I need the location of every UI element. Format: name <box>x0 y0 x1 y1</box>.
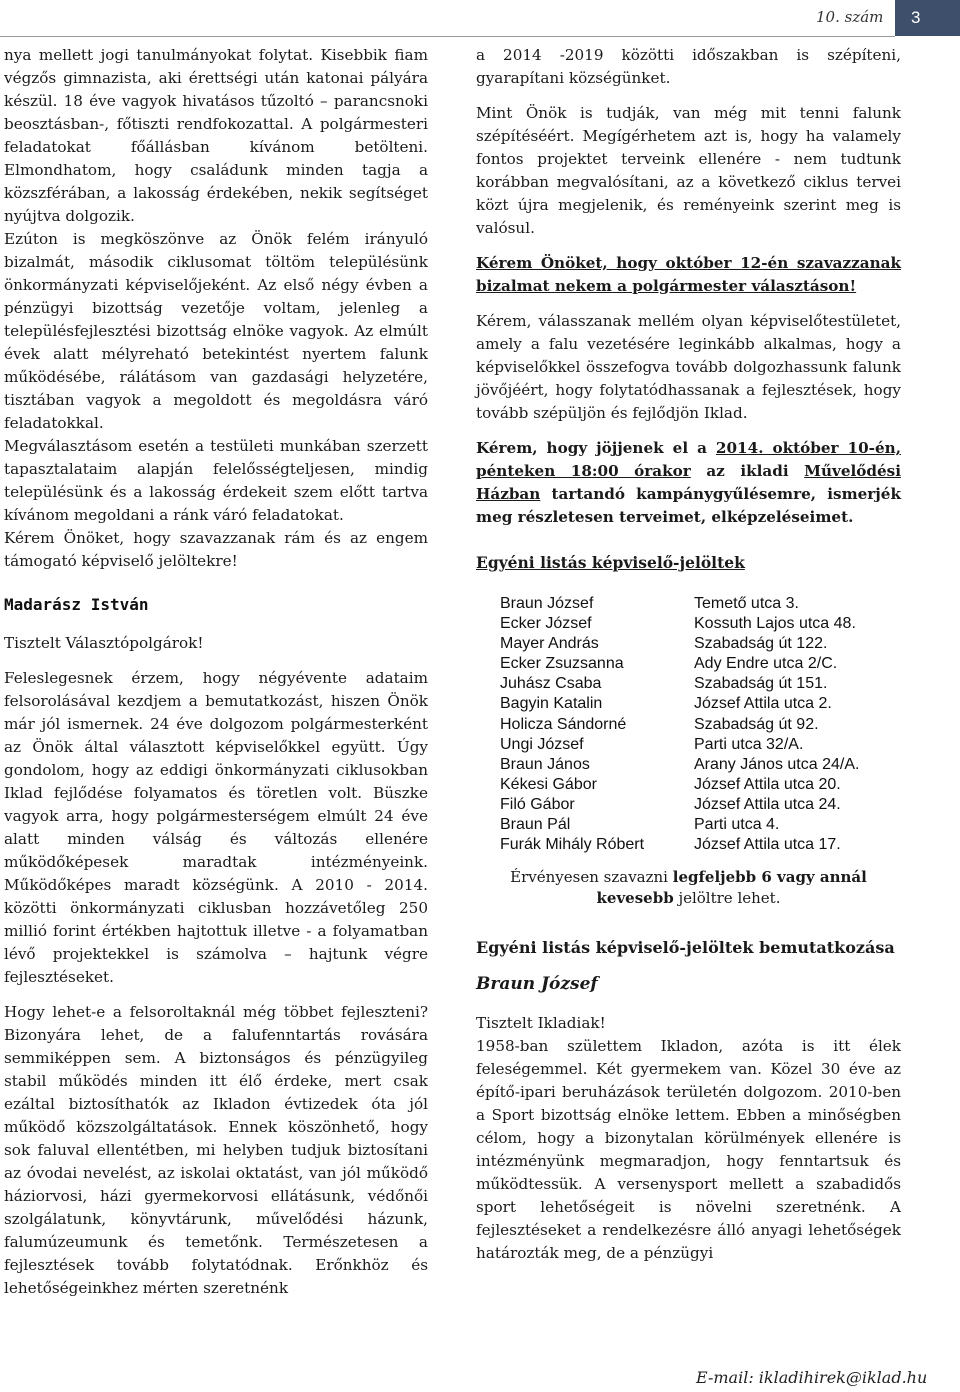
candidate-name: Bagyin Katalin <box>500 695 603 713</box>
candidate-name: Ecker Zsuzsanna <box>500 655 624 673</box>
paragraph: Feleslegesnek érzem, hogy négyévente adataim felsorolásával kezdjem a bemutatkozást, hiszen Önök már jól ismernek. 24 éve dolgozom polgármesterként az Önök által választott képviselőkkel együtt. Úgy gondolom, hogy az eddigi önkormányzati ciklusokban Iklad fejlődése folyamatos és töretlen volt. Büszke vagyok arra, hogy polgármesterségem elmúlt 24 éve alatt minden válság és változás ellenére működőképesek maradtak intézményeink. Működőképes maradt községünk. A 2010 - 2014. közötti önkormányzati ciklusban hozzávetőleg 250 millió forint értékben hajtottuk illetve - a folyamatban lévő projektekkel is számolva – hajtunk végre fejlesztéseket. <box>4 669 428 986</box>
candidate-address: Szabadság út 122. <box>694 635 828 653</box>
note-text: Érvényesen szavazni <box>510 868 673 887</box>
person-greeting: Tisztelt Ikladiak! <box>476 1014 606 1033</box>
candidate-address: Temető utca 3. <box>694 595 799 612</box>
candidate-name: Braun József <box>500 595 594 612</box>
person-name: Braun József <box>476 974 598 995</box>
right-column <box>476 44 901 1277</box>
page-number: 3 <box>895 0 960 36</box>
candidate-name: Braun Pál <box>500 816 571 834</box>
paragraph: nya mellett jogi tanulmányokat folytat. Kisebbik fiam végzős gimnazista, aki érettségi után katonai pályára készül. 18 éve vagyok hivatásos tűzoltó – parancsnoki beosztásban-, főtiszti rendfokozattal. A polgármesteri feladatokat főállásban kívánom betölteni. Elmondhatom, hogy családunk minden tagja a közszférában, a lakosság érdekében, nekik segítséget nyújtva dolgozik. <box>4 46 428 225</box>
candidate-name: Ungi József <box>500 735 584 753</box>
candidate-address: József Attila utca 2. <box>694 695 832 713</box>
paragraph: Mint Önök is tudják, van még mit tenni falunk szépítéséért. Megígérhetem azt is, hogy ha valamely fontos projektet terveink ellenére - nem tudtunk korábban megvalósítani, az a következő ciklus tervei közt újra megjelenik, és reményeink szerint meg is valósul. <box>476 104 901 237</box>
candidate-row <box>500 835 859 855</box>
candidate-row <box>500 674 859 694</box>
footer-email: E-mail: ikladihirek@iklad.hu <box>696 1368 928 1387</box>
candidate-name: Juhász Csaba <box>500 675 602 693</box>
paragraph: Hogy lehet-e a felsoroltaknál még többet fejleszteni? Bizonyára lehet, de a falufenntartás rovására semmiképpen sem. A biztonságos és pénzügyileg stabil működés minden itt élő érdeke, mert csak ezáltal biztosíthatók az Ikladon évtizedek óta jól működő közszolgáltatások. Ennek köszönhető, hogy sok faluval ellentétben, mi helyben tudjuk biztosítani az óvodai nevelést, az iskolai oktatást, van jól működő háziorvosi, házi gyermekorvosi ellátásunk, védőnői szolgálatunk, könyvtárunk, művelődési házunk, falumúzeumunk és temetőnk. Természetesen a fejlesztések tovább folytatódnak. Erőnkhöz és lehetőségeinkhez mérten szeretnénk <box>4 1003 428 1297</box>
candidate-row <box>500 694 859 714</box>
candidate-table <box>500 594 859 855</box>
candidate-row <box>500 755 859 775</box>
paragraph: a 2014 -2019 közötti időszakban is szépíteni, gyarapítani községünket. <box>476 46 901 87</box>
candidate-row <box>500 775 859 795</box>
paragraph: Kérem Önöket, hogy szavazzanak rám és az engem támogató képviselő jelöltekre! <box>4 529 428 570</box>
meeting-invitation <box>476 437 901 529</box>
paragraph: Kérem, válasszanak mellém olyan képviselőtestületet, amely a falu vezetésére leginkább alkalmas, hogy a képviselőkkel összefogva tovább dolgozhassunk falunk jövőjéért, hogy folytatódhassanak a fejlesztések, hogy tovább szépüljön és fejlődjön Iklad. <box>476 312 901 422</box>
candidate-name: Ecker József <box>500 615 592 633</box>
greeting: Tisztelt Választópolgárok! <box>4 634 204 652</box>
paragraph: Ezúton is megköszönve az Önök felém irányuló bizalmát, második ciklusomat töltöm településünk önkormányzati képviselőjeként. Az első négy évben a pénzügyi bizottság vezetője voltam, jelenleg a településfejlesztési bizottság elnöke vagyok. Az elmúlt évek alatt mélyreható betekintést nyertem falunk működésébe, rálátásom van gazdasági helyzetére, tisztában vagyok a megoldott és megoldásra váró feladatokkal. <box>4 230 428 432</box>
candidate-name: Braun János <box>500 755 590 773</box>
candidate-list-heading: Egyéni listás képviselő-jelöltek <box>476 553 745 572</box>
candidate-address: József Attila utca 20. <box>694 775 841 793</box>
candidate-name-heading: Madarász István <box>4 595 149 614</box>
paragraph: 1958-ban születtem Ikladon, azóta is itt élek feleségemmel. Két gyermekem van. Közel 30 éve az építő-ipari beruházások területén dolgozom. 2010-ben a Sport bizottság elnöke lettem. Ebben a minőségben célom, hogy a bizonytalan körülmények ellenére is intézményünk megmaradjon, hogy fenntartsuk és működtessük. A versenysport mellett a szabadidős sport lehetőségeit is növelni szeretnénk. A fejlesztéseket a rendelkezésre álló anyagi lehetőségek határozták meg, de a pénzügyi <box>476 1037 901 1263</box>
note-text: jelöltre lehet. <box>673 889 781 908</box>
candidate-name: Kékesi Gábor <box>500 775 597 793</box>
candidate-address: Kossuth Lajos utca 48. <box>694 615 856 633</box>
candidate-address: Ady Endre utca 2/C. <box>694 655 838 673</box>
header-divider <box>0 36 895 37</box>
event-venue: Művelődési Házban <box>476 462 901 503</box>
invitation-text: az ikladi <box>690 462 805 480</box>
candidate-row <box>500 815 859 835</box>
issue-label: 10. szám <box>816 8 884 26</box>
invitation-text: tartandó kampánygyűlésemre, ismerjék meg részletesen terveimet, elképzeléseimet. <box>476 485 901 526</box>
candidate-row <box>500 594 859 614</box>
introductions-heading: Egyéni listás képviselő-jelöltek bemutatkozása <box>476 938 895 958</box>
left-column <box>4 44 428 1312</box>
candidate-address: Szabadság út 92. <box>694 715 819 733</box>
candidate-address: József Attila utca 24. <box>694 795 841 813</box>
candidate-name: Holicza Sándorné <box>500 715 627 733</box>
candidate-name: Furák Mihály Róbert <box>500 836 645 854</box>
event-date: 2014. október 10-én, pénteken 18:00 órakor <box>476 439 901 480</box>
candidate-row <box>500 634 859 654</box>
note-emphasis: legfeljebb 6 vagy annál kevesebb <box>596 868 867 908</box>
candidate-address: József Attila utca 17. <box>694 836 841 854</box>
voting-note <box>476 867 901 909</box>
candidate-row <box>500 735 859 755</box>
candidate-name: Mayer András <box>500 635 599 653</box>
invitation-text: Kérem, hogy jöjjenek el a <box>476 439 716 457</box>
candidate-row <box>500 614 859 634</box>
candidate-address: Parti utca 32/A. <box>694 735 804 753</box>
candidate-address: Parti utca 4. <box>694 816 780 834</box>
candidate-row <box>500 715 859 735</box>
candidate-row <box>500 654 859 674</box>
vote-appeal: Kérem Önöket, hogy október 12-én szavazzanak bizalmat nekem a polgármester választáson! <box>476 254 901 295</box>
candidate-row <box>500 795 859 815</box>
paragraph: Megválasztásom esetén a testületi munkában szerzett tapasztalataim alapján felelősségteljesen, mindig településünk és a lakosság érdekeit szem előtt tartva kívánom megoldani a ránk váró feladatokat. <box>4 437 428 524</box>
candidate-name: Filó Gábor <box>500 795 575 813</box>
candidate-address: Arany János utca 24/A. <box>694 755 860 773</box>
candidate-address: Szabadság út 151. <box>694 675 828 693</box>
